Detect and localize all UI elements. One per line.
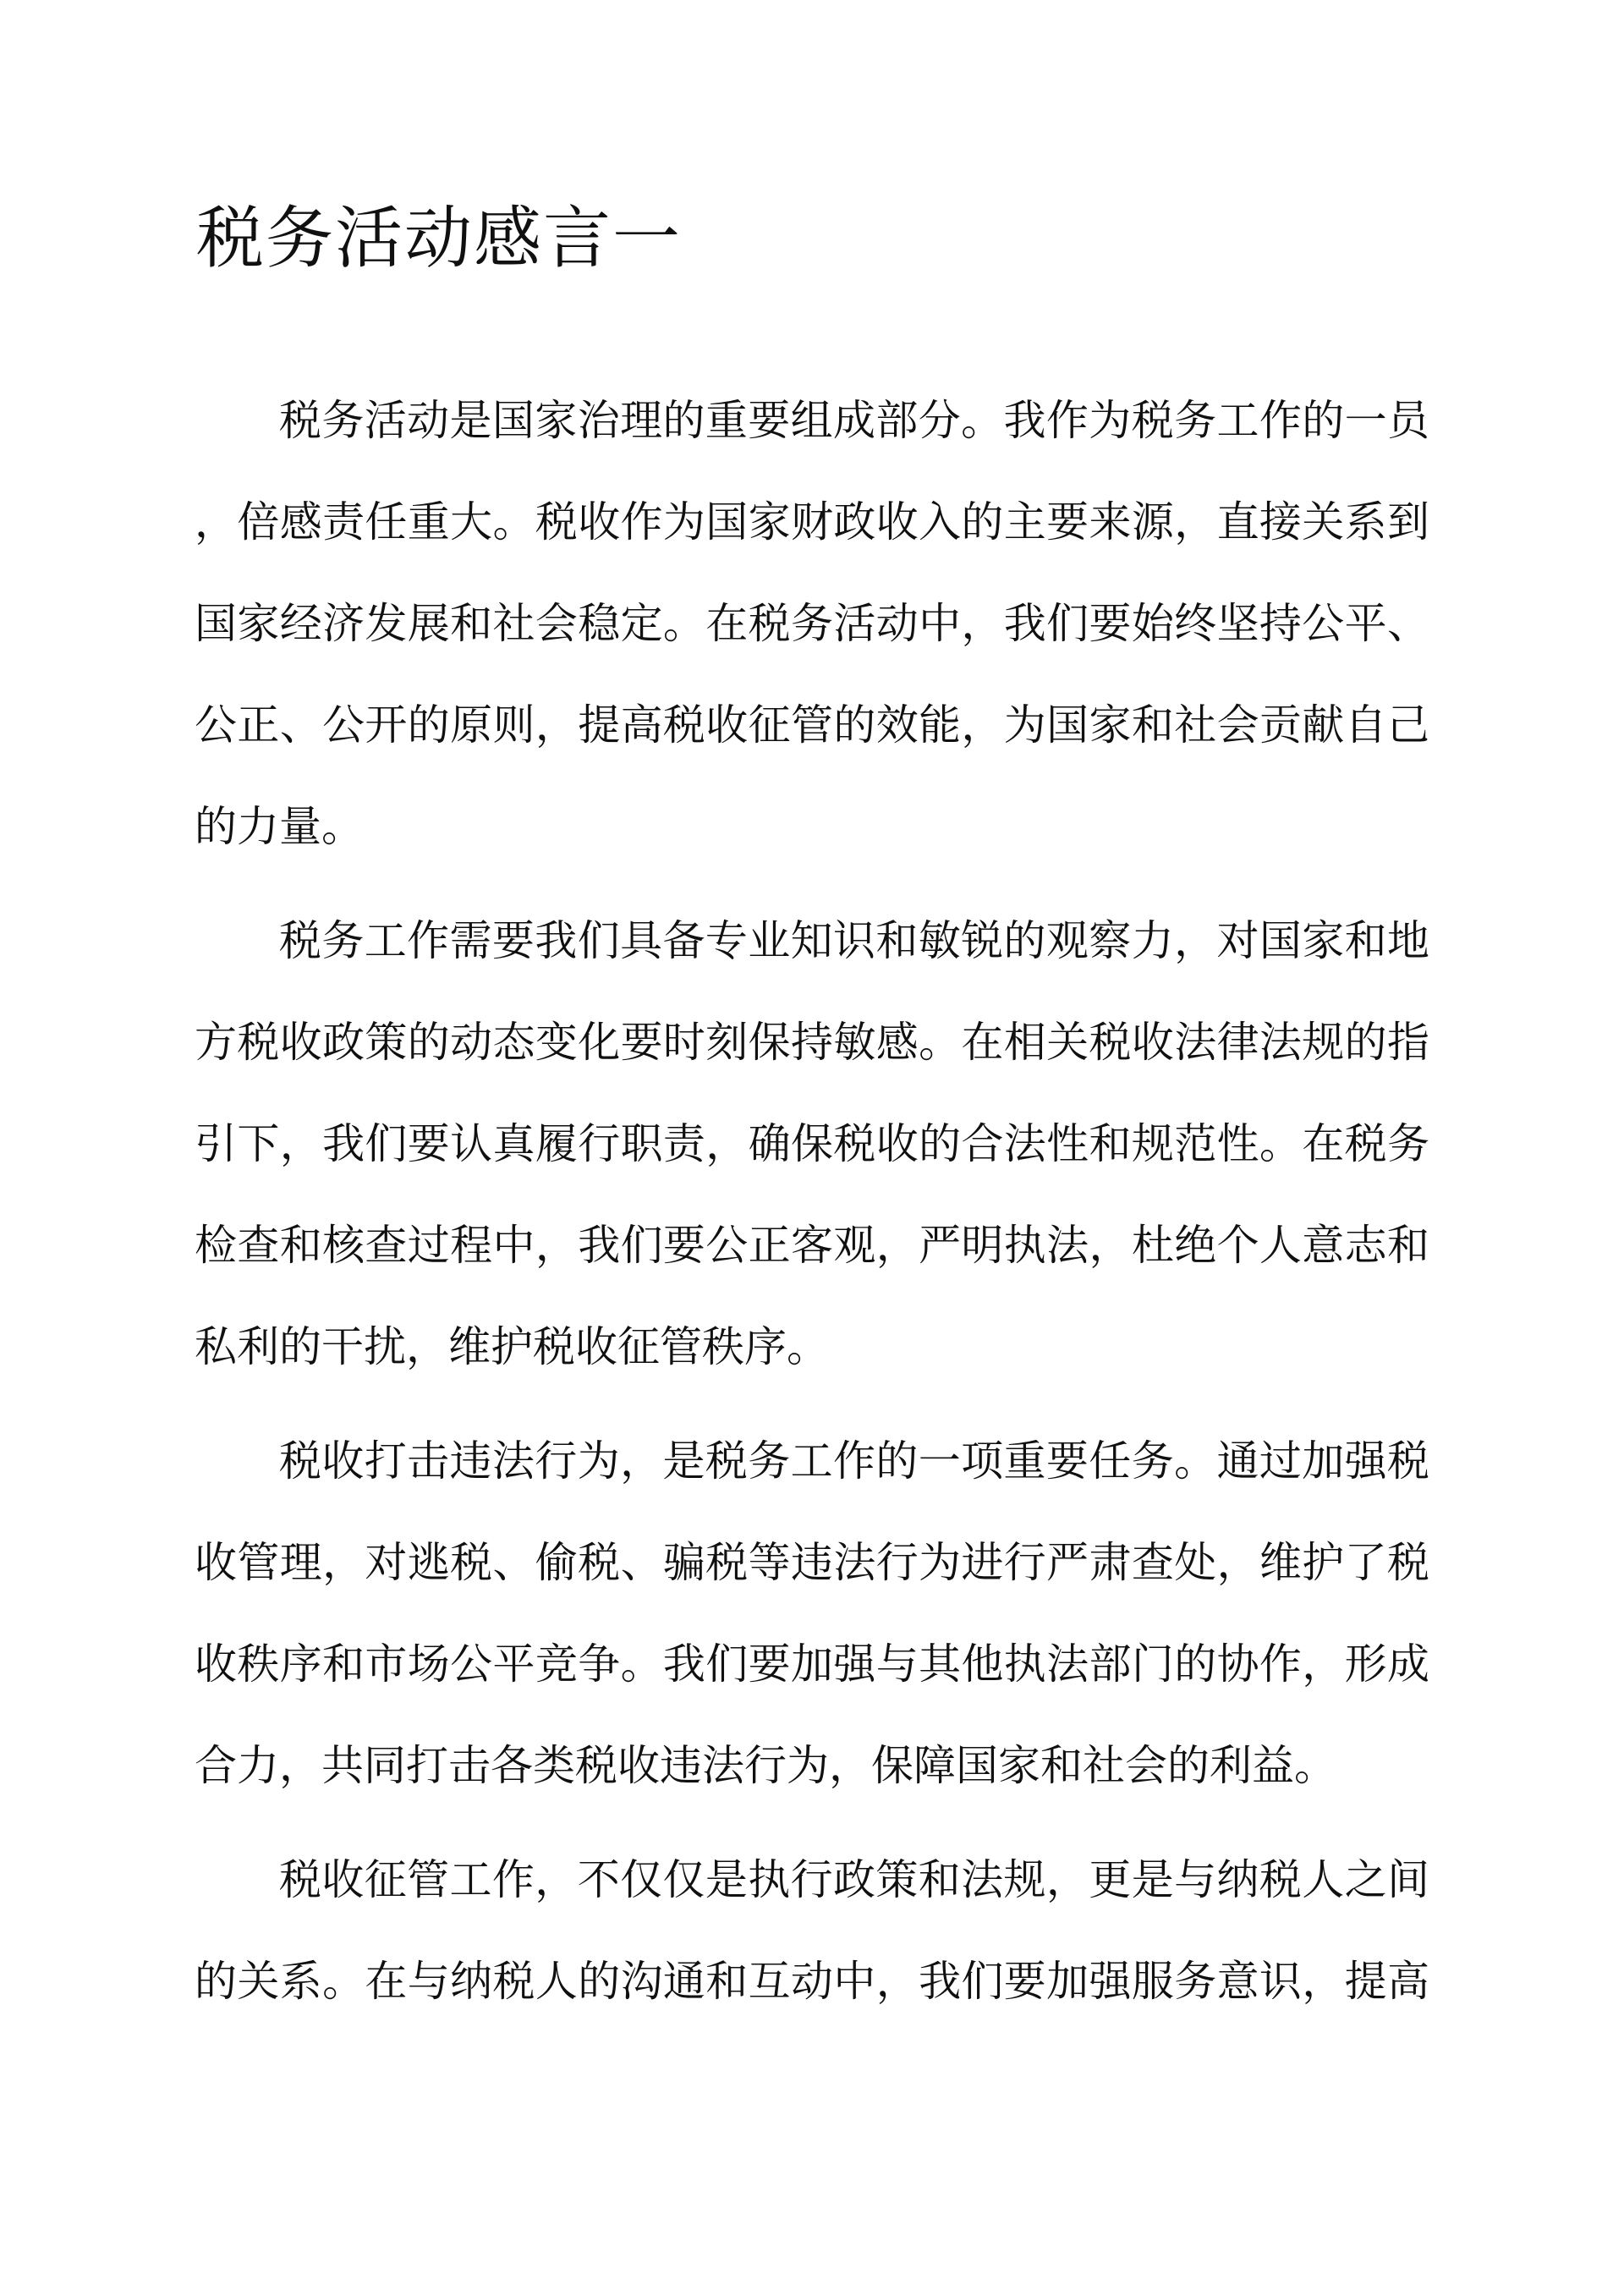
paragraph bbox=[195, 370, 1429, 877]
text-line: 方税收政策的动态变化要时刻保持敏感。在相关税收法律法规的指 bbox=[195, 1019, 1429, 1066]
paragraph bbox=[195, 1410, 1429, 1816]
text-line: 的力量。 bbox=[195, 803, 364, 850]
text-line: 引下，我们要认真履行职责，确保税收的合法性和规范性。在税务 bbox=[195, 1120, 1429, 1167]
text-line: 税务工作需要我们具备专业知识和敏锐的观察力，对国家和地 bbox=[279, 917, 1429, 964]
text-line: 税收打击违法行为，是税务工作的一项重要任务。通过加强税 bbox=[279, 1437, 1429, 1485]
text-line: 私利的干扰，维护税收征管秩序。 bbox=[195, 1323, 829, 1370]
document-title: 税务活动感言一 bbox=[196, 202, 682, 277]
text-line: 收管理，对逃税、偷税、骗税等违法行为进行严肃查处，维护了税 bbox=[195, 1539, 1429, 1586]
paragraph bbox=[195, 890, 1429, 1398]
text-line: 合力，共同打击各类税收违法行为，保障国家和社会的利益。 bbox=[195, 1742, 1336, 1789]
text-line: ，倍感责任重大。税收作为国家财政收入的主要来源，直接关系到 bbox=[195, 498, 1429, 546]
text-line: 公正、公开的原则，提高税收征管的效能，为国家和社会贡献自己 bbox=[195, 701, 1429, 749]
paragraph bbox=[195, 1829, 1429, 2032]
text-line: 税务活动是国家治理的重要组成部分。我作为税务工作的一员 bbox=[279, 397, 1429, 444]
document-body bbox=[195, 370, 1429, 2032]
text-line: 检查和核查过程中，我们要公正客观，严明执法，杜绝个人意志和 bbox=[195, 1222, 1429, 1269]
text-line: 的关系。在与纳税人的沟通和互动中，我们要加强服务意识，提高 bbox=[195, 1958, 1429, 2005]
text-line: 国家经济发展和社会稳定。在税务活动中，我们要始终坚持公平、 bbox=[195, 600, 1429, 647]
text-line: 税收征管工作，不仅仅是执行政策和法规，更是与纳税人之间 bbox=[279, 1856, 1429, 1903]
text-line: 收秩序和市场公平竞争。我们要加强与其他执法部门的协作，形成 bbox=[195, 1640, 1429, 1688]
